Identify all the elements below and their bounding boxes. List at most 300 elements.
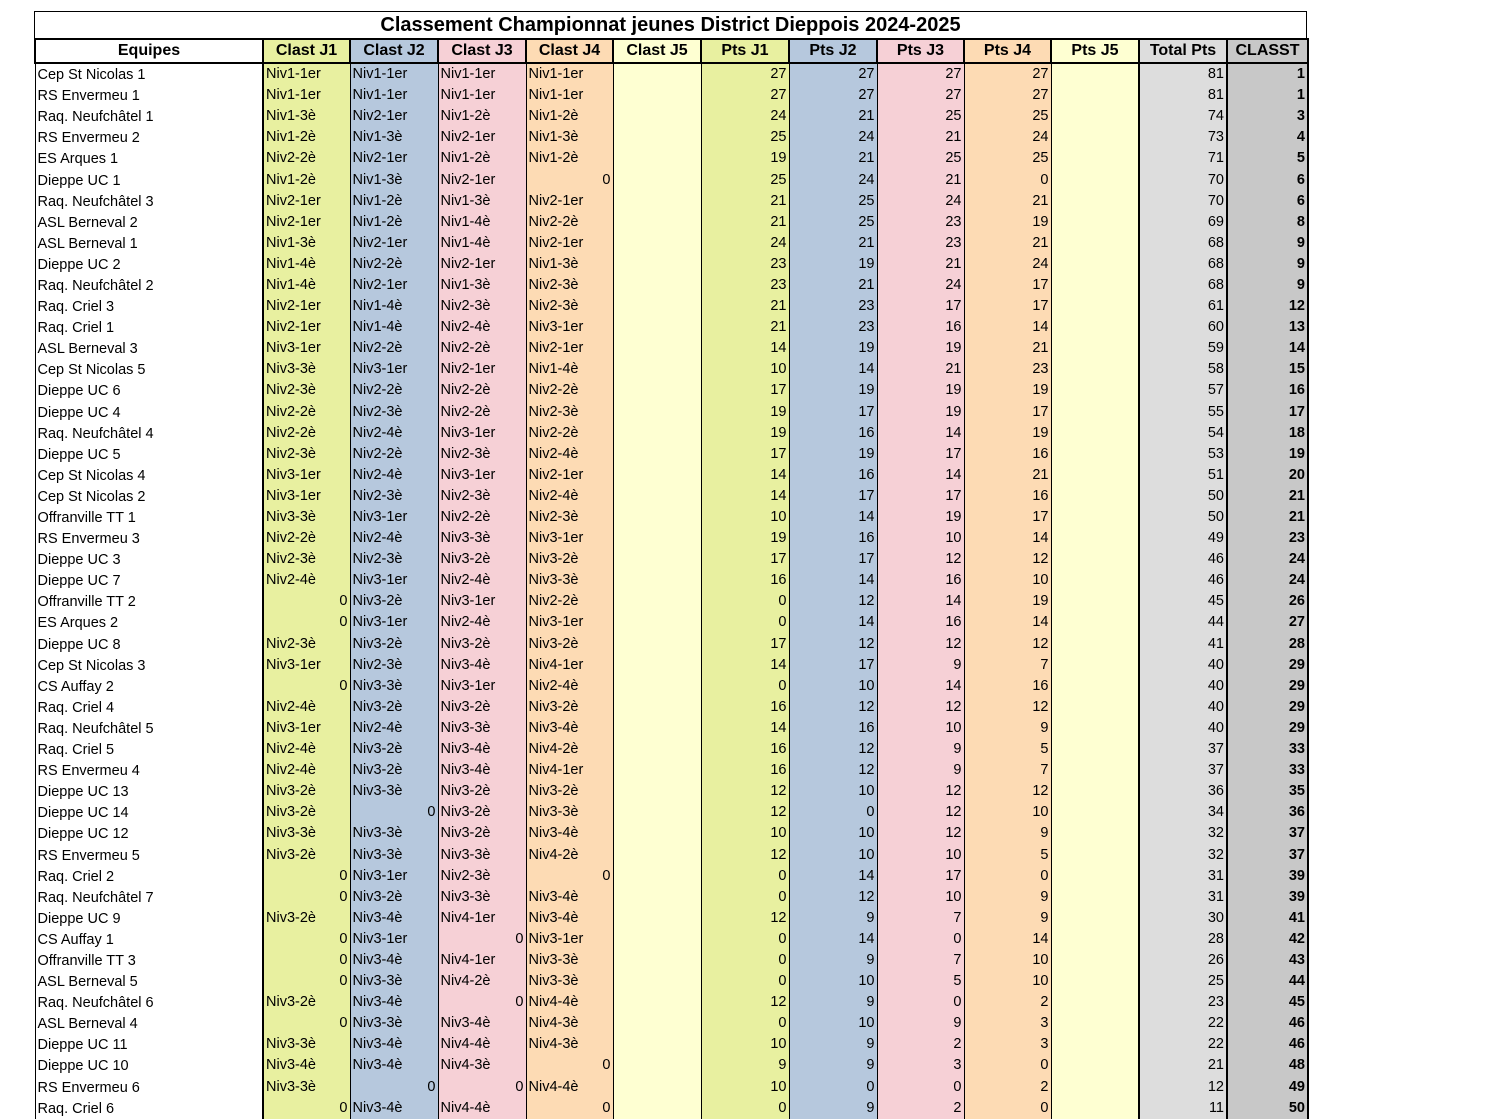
clast-j3-cell: Niv4-1er bbox=[438, 908, 526, 929]
pts-j5-cell bbox=[1051, 1098, 1139, 1119]
clast-j3-cell: Niv3-2è bbox=[438, 549, 526, 570]
clast-j4-cell: Niv2-1er bbox=[526, 338, 613, 359]
clast-j2-cell: Niv3-1er bbox=[350, 929, 438, 950]
pts-j4-cell: 27 bbox=[964, 85, 1051, 106]
total-pts-cell: 53 bbox=[1139, 444, 1227, 465]
clast-j2-cell: Niv3-3è bbox=[350, 971, 438, 992]
pts-j1-cell: 17 bbox=[701, 380, 789, 401]
pts-j3-cell: 10 bbox=[877, 528, 964, 549]
clast-j4-cell: Niv3-3è bbox=[526, 802, 613, 823]
total-pts-cell: 25 bbox=[1139, 971, 1227, 992]
pts-j4-cell: 10 bbox=[964, 971, 1051, 992]
pts-j2-cell: 24 bbox=[789, 127, 877, 148]
team-name-cell: Raq. Neufchâtel 4 bbox=[35, 423, 263, 444]
pts-j4-cell: 12 bbox=[964, 549, 1051, 570]
table-row bbox=[35, 655, 1308, 676]
pts-j1-cell: 21 bbox=[701, 212, 789, 233]
clast-j4-cell: Niv1-3è bbox=[526, 127, 613, 148]
pts-j2-cell: 9 bbox=[789, 1034, 877, 1055]
classt-cell: 43 bbox=[1227, 950, 1308, 971]
clast-j5-cell bbox=[613, 444, 701, 465]
total-pts-cell: 46 bbox=[1139, 549, 1227, 570]
clast-j2-cell: Niv2-2è bbox=[350, 444, 438, 465]
team-name-cell: Dieppe UC 10 bbox=[35, 1055, 263, 1076]
clast-j2-cell: Niv3-1er bbox=[350, 866, 438, 887]
clast-j3-cell: Niv3-1er bbox=[438, 465, 526, 486]
pts-j2-cell: 19 bbox=[789, 380, 877, 401]
pts-j4-cell: 19 bbox=[964, 591, 1051, 612]
clast-j1-cell: 0 bbox=[263, 971, 350, 992]
pts-j1-cell: 10 bbox=[701, 359, 789, 380]
clast-j4-cell: Niv3-1er bbox=[526, 528, 613, 549]
clast-j3-cell: 0 bbox=[438, 1077, 526, 1098]
pts-j5-cell bbox=[1051, 950, 1139, 971]
clast-j3-cell: Niv2-2è bbox=[438, 380, 526, 401]
classt-cell: 29 bbox=[1227, 697, 1308, 718]
pts-j5-cell bbox=[1051, 887, 1139, 908]
pts-j4-cell: 19 bbox=[964, 380, 1051, 401]
pts-j5-cell bbox=[1051, 359, 1139, 380]
pts-j1-cell: 23 bbox=[701, 254, 789, 275]
pts-j3-cell: 21 bbox=[877, 254, 964, 275]
clast-j2-cell: Niv1-3è bbox=[350, 169, 438, 190]
clast-j2-cell: Niv2-4è bbox=[350, 465, 438, 486]
clast-j1-cell: Niv3-1er bbox=[263, 465, 350, 486]
table-row bbox=[35, 549, 1308, 570]
clast-j1-cell: 0 bbox=[263, 950, 350, 971]
table-row bbox=[35, 254, 1308, 275]
clast-j3-cell: Niv2-1er bbox=[438, 254, 526, 275]
pts-j1-cell: 12 bbox=[701, 908, 789, 929]
total-pts-cell: 23 bbox=[1139, 992, 1227, 1013]
pts-j4-cell: 9 bbox=[964, 718, 1051, 739]
clast-j2-cell: Niv2-3è bbox=[350, 549, 438, 570]
pts-j2-cell: 9 bbox=[789, 950, 877, 971]
pts-j1-cell: 0 bbox=[701, 612, 789, 633]
clast-j3-cell: Niv3-1er bbox=[438, 676, 526, 697]
clast-j4-cell: Niv4-4è bbox=[526, 992, 613, 1013]
clast-j4-cell: Niv2-4è bbox=[526, 486, 613, 507]
clast-j3-cell: Niv3-3è bbox=[438, 718, 526, 739]
pts-j1-cell: 25 bbox=[701, 169, 789, 190]
classt-cell: 20 bbox=[1227, 465, 1308, 486]
pts-j2-cell: 12 bbox=[789, 591, 877, 612]
clast-j3-cell: Niv3-4è bbox=[438, 760, 526, 781]
pts-j4-cell: 17 bbox=[964, 402, 1051, 423]
table-row bbox=[35, 760, 1308, 781]
clast-j2-cell: Niv1-1er bbox=[350, 85, 438, 106]
pts-j3-cell: 9 bbox=[877, 760, 964, 781]
total-pts-cell: 34 bbox=[1139, 802, 1227, 823]
clast-j1-cell: 0 bbox=[263, 676, 350, 697]
pts-j4-cell: 25 bbox=[964, 106, 1051, 127]
clast-j5-cell bbox=[613, 1098, 701, 1119]
clast-j1-cell: Niv2-4è bbox=[263, 570, 350, 591]
table-row bbox=[35, 486, 1308, 507]
column-header: Clast J5 bbox=[613, 39, 701, 63]
total-pts-cell: 55 bbox=[1139, 402, 1227, 423]
pts-j5-cell bbox=[1051, 275, 1139, 296]
clast-j5-cell bbox=[613, 908, 701, 929]
pts-j3-cell: 10 bbox=[877, 844, 964, 865]
clast-j3-cell: Niv4-4è bbox=[438, 1034, 526, 1055]
clast-j5-cell bbox=[613, 106, 701, 127]
team-name-cell: RS Envermeu 5 bbox=[35, 844, 263, 865]
team-name-cell: Cep St Nicolas 4 bbox=[35, 465, 263, 486]
clast-j4-cell: Niv1-2è bbox=[526, 148, 613, 169]
pts-j4-cell: 14 bbox=[964, 929, 1051, 950]
pts-j3-cell: 23 bbox=[877, 233, 964, 254]
team-name-cell: ES Arques 1 bbox=[35, 148, 263, 169]
pts-j2-cell: 16 bbox=[789, 718, 877, 739]
team-name-cell: RS Envermeu 6 bbox=[35, 1077, 263, 1098]
pts-j1-cell: 16 bbox=[701, 760, 789, 781]
pts-j4-cell: 7 bbox=[964, 760, 1051, 781]
clast-j5-cell bbox=[613, 254, 701, 275]
total-pts-cell: 40 bbox=[1139, 676, 1227, 697]
pts-j3-cell: 17 bbox=[877, 486, 964, 507]
clast-j2-cell: Niv3-4è bbox=[350, 1034, 438, 1055]
clast-j3-cell: Niv2-2è bbox=[438, 507, 526, 528]
classt-cell: 3 bbox=[1227, 106, 1308, 127]
pts-j3-cell: 12 bbox=[877, 697, 964, 718]
pts-j4-cell: 27 bbox=[964, 63, 1051, 85]
pts-j1-cell: 14 bbox=[701, 486, 789, 507]
pts-j2-cell: 19 bbox=[789, 338, 877, 359]
clast-j5-cell bbox=[613, 169, 701, 190]
clast-j3-cell: Niv3-4è bbox=[438, 739, 526, 760]
clast-j5-cell bbox=[613, 823, 701, 844]
clast-j4-cell: Niv2-4è bbox=[526, 676, 613, 697]
clast-j4-cell: Niv1-1er bbox=[526, 63, 613, 85]
team-name-cell: ES Arques 2 bbox=[35, 612, 263, 633]
pts-j4-cell: 23 bbox=[964, 359, 1051, 380]
table-row bbox=[35, 1013, 1308, 1034]
clast-j5-cell bbox=[613, 971, 701, 992]
classt-cell: 15 bbox=[1227, 359, 1308, 380]
clast-j4-cell: Niv2-4è bbox=[526, 444, 613, 465]
pts-j4-cell: 5 bbox=[964, 844, 1051, 865]
clast-j1-cell: 0 bbox=[263, 1098, 350, 1119]
clast-j3-cell: Niv4-1er bbox=[438, 950, 526, 971]
table-row bbox=[35, 1034, 1308, 1055]
team-name-cell: Dieppe UC 9 bbox=[35, 908, 263, 929]
team-name-cell: Raq. Criel 3 bbox=[35, 296, 263, 317]
clast-j1-cell: Niv3-4è bbox=[263, 1055, 350, 1076]
clast-j2-cell: Niv2-1er bbox=[350, 106, 438, 127]
clast-j4-cell: Niv2-2è bbox=[526, 380, 613, 401]
clast-j5-cell bbox=[613, 1055, 701, 1076]
clast-j2-cell: Niv3-1er bbox=[350, 612, 438, 633]
clast-j4-cell: Niv2-1er bbox=[526, 465, 613, 486]
clast-j5-cell bbox=[613, 1077, 701, 1098]
classt-cell: 36 bbox=[1227, 802, 1308, 823]
clast-j4-cell: Niv4-2è bbox=[526, 739, 613, 760]
classt-cell: 24 bbox=[1227, 570, 1308, 591]
clast-j1-cell: Niv2-1er bbox=[263, 317, 350, 338]
classt-cell: 6 bbox=[1227, 191, 1308, 212]
clast-j3-cell: Niv2-1er bbox=[438, 127, 526, 148]
pts-j2-cell: 21 bbox=[789, 275, 877, 296]
clast-j5-cell bbox=[613, 486, 701, 507]
clast-j5-cell bbox=[613, 63, 701, 85]
clast-j1-cell: Niv1-3è bbox=[263, 233, 350, 254]
clast-j3-cell: Niv1-3è bbox=[438, 191, 526, 212]
classt-cell: 33 bbox=[1227, 760, 1308, 781]
pts-j3-cell: 21 bbox=[877, 169, 964, 190]
pts-j1-cell: 9 bbox=[701, 1055, 789, 1076]
clast-j3-cell: Niv3-4è bbox=[438, 1013, 526, 1034]
clast-j1-cell: 0 bbox=[263, 866, 350, 887]
pts-j3-cell: 21 bbox=[877, 127, 964, 148]
clast-j5-cell bbox=[613, 655, 701, 676]
clast-j2-cell: Niv1-4è bbox=[350, 296, 438, 317]
clast-j5-cell bbox=[613, 697, 701, 718]
ranking-table bbox=[34, 38, 1309, 1119]
clast-j5-cell bbox=[613, 127, 701, 148]
total-pts-cell: 12 bbox=[1139, 1077, 1227, 1098]
clast-j3-cell: Niv3-4è bbox=[438, 655, 526, 676]
pts-j4-cell: 12 bbox=[964, 781, 1051, 802]
clast-j1-cell: Niv2-2è bbox=[263, 402, 350, 423]
clast-j2-cell: Niv2-2è bbox=[350, 338, 438, 359]
table-row bbox=[35, 823, 1308, 844]
pts-j5-cell bbox=[1051, 169, 1139, 190]
total-pts-cell: 58 bbox=[1139, 359, 1227, 380]
clast-j1-cell: Niv1-1er bbox=[263, 85, 350, 106]
clast-j1-cell: Niv2-2è bbox=[263, 148, 350, 169]
pts-j1-cell: 0 bbox=[701, 591, 789, 612]
clast-j3-cell: Niv2-3è bbox=[438, 486, 526, 507]
pts-j2-cell: 14 bbox=[789, 359, 877, 380]
table-row bbox=[35, 127, 1308, 148]
pts-j5-cell bbox=[1051, 317, 1139, 338]
pts-j3-cell: 24 bbox=[877, 275, 964, 296]
total-pts-cell: 22 bbox=[1139, 1034, 1227, 1055]
classt-cell: 37 bbox=[1227, 823, 1308, 844]
pts-j3-cell: 0 bbox=[877, 992, 964, 1013]
clast-j2-cell: Niv2-4è bbox=[350, 528, 438, 549]
clast-j3-cell: Niv1-2è bbox=[438, 148, 526, 169]
clast-j1-cell: Niv1-2è bbox=[263, 127, 350, 148]
clast-j4-cell: Niv3-1er bbox=[526, 612, 613, 633]
total-pts-cell: 70 bbox=[1139, 191, 1227, 212]
clast-j1-cell: Niv2-2è bbox=[263, 423, 350, 444]
clast-j5-cell bbox=[613, 1034, 701, 1055]
classt-cell: 29 bbox=[1227, 655, 1308, 676]
clast-j4-cell: Niv3-4è bbox=[526, 718, 613, 739]
pts-j3-cell: 2 bbox=[877, 1034, 964, 1055]
clast-j2-cell: 0 bbox=[350, 1077, 438, 1098]
pts-j3-cell: 19 bbox=[877, 380, 964, 401]
table-row bbox=[35, 887, 1308, 908]
team-name-cell: Offranville TT 2 bbox=[35, 591, 263, 612]
pts-j5-cell bbox=[1051, 760, 1139, 781]
total-pts-cell: 11 bbox=[1139, 1098, 1227, 1119]
team-name-cell: Dieppe UC 2 bbox=[35, 254, 263, 275]
column-header: Clast J3 bbox=[438, 39, 526, 63]
total-pts-cell: 37 bbox=[1139, 739, 1227, 760]
pts-j3-cell: 12 bbox=[877, 634, 964, 655]
column-header: Pts J1 bbox=[701, 39, 789, 63]
total-pts-cell: 59 bbox=[1139, 338, 1227, 359]
clast-j1-cell: Niv1-4è bbox=[263, 275, 350, 296]
clast-j5-cell bbox=[613, 950, 701, 971]
pts-j1-cell: 0 bbox=[701, 866, 789, 887]
table-row bbox=[35, 212, 1308, 233]
pts-j5-cell bbox=[1051, 823, 1139, 844]
total-pts-cell: 81 bbox=[1139, 63, 1227, 85]
pts-j3-cell: 24 bbox=[877, 191, 964, 212]
column-header: Clast J2 bbox=[350, 39, 438, 63]
pts-j2-cell: 14 bbox=[789, 570, 877, 591]
team-name-cell: Raq. Criel 6 bbox=[35, 1098, 263, 1119]
clast-j5-cell bbox=[613, 191, 701, 212]
clast-j1-cell: 0 bbox=[263, 591, 350, 612]
table-row bbox=[35, 676, 1308, 697]
clast-j1-cell: Niv2-3è bbox=[263, 549, 350, 570]
pts-j1-cell: 0 bbox=[701, 887, 789, 908]
pts-j5-cell bbox=[1051, 402, 1139, 423]
pts-j5-cell bbox=[1051, 127, 1139, 148]
clast-j3-cell: Niv4-4è bbox=[438, 1098, 526, 1119]
pts-j1-cell: 19 bbox=[701, 148, 789, 169]
clast-j2-cell: Niv2-2è bbox=[350, 254, 438, 275]
pts-j2-cell: 10 bbox=[789, 781, 877, 802]
team-name-cell: Raq. Criel 1 bbox=[35, 317, 263, 338]
pts-j5-cell bbox=[1051, 739, 1139, 760]
team-name-cell: RS Envermeu 3 bbox=[35, 528, 263, 549]
pts-j5-cell bbox=[1051, 1013, 1139, 1034]
pts-j2-cell: 12 bbox=[789, 739, 877, 760]
table-row bbox=[35, 1077, 1308, 1098]
classt-cell: 50 bbox=[1227, 1098, 1308, 1119]
pts-j5-cell bbox=[1051, 444, 1139, 465]
pts-j3-cell: 3 bbox=[877, 1055, 964, 1076]
classt-cell: 21 bbox=[1227, 486, 1308, 507]
table-row bbox=[35, 338, 1308, 359]
classt-cell: 44 bbox=[1227, 971, 1308, 992]
clast-j3-cell: Niv3-2è bbox=[438, 823, 526, 844]
clast-j1-cell: 0 bbox=[263, 887, 350, 908]
clast-j4-cell: Niv2-3è bbox=[526, 296, 613, 317]
classt-cell: 42 bbox=[1227, 929, 1308, 950]
table-row bbox=[35, 866, 1308, 887]
column-header: Pts J5 bbox=[1051, 39, 1139, 63]
classt-cell: 14 bbox=[1227, 338, 1308, 359]
table-row bbox=[35, 528, 1308, 549]
team-name-cell: Dieppe UC 7 bbox=[35, 570, 263, 591]
clast-j5-cell bbox=[613, 570, 701, 591]
clast-j2-cell: Niv3-2è bbox=[350, 591, 438, 612]
pts-j1-cell: 14 bbox=[701, 465, 789, 486]
clast-j2-cell: Niv3-4è bbox=[350, 1098, 438, 1119]
pts-j1-cell: 10 bbox=[701, 1077, 789, 1098]
clast-j3-cell: Niv3-2è bbox=[438, 634, 526, 655]
team-name-cell: Dieppe UC 5 bbox=[35, 444, 263, 465]
table-row bbox=[35, 971, 1308, 992]
clast-j4-cell: 0 bbox=[526, 1055, 613, 1076]
clast-j2-cell: Niv2-2è bbox=[350, 380, 438, 401]
pts-j4-cell: 12 bbox=[964, 634, 1051, 655]
table-row bbox=[35, 697, 1308, 718]
clast-j5-cell bbox=[613, 212, 701, 233]
classt-cell: 35 bbox=[1227, 781, 1308, 802]
clast-j4-cell: Niv2-2è bbox=[526, 423, 613, 444]
table-row bbox=[35, 296, 1308, 317]
pts-j4-cell: 16 bbox=[964, 676, 1051, 697]
clast-j5-cell bbox=[613, 1013, 701, 1034]
pts-j5-cell bbox=[1051, 296, 1139, 317]
pts-j2-cell: 16 bbox=[789, 423, 877, 444]
classt-cell: 17 bbox=[1227, 402, 1308, 423]
clast-j4-cell: Niv4-3è bbox=[526, 1034, 613, 1055]
clast-j2-cell: Niv1-3è bbox=[350, 127, 438, 148]
pts-j4-cell: 16 bbox=[964, 444, 1051, 465]
clast-j4-cell: Niv2-3è bbox=[526, 507, 613, 528]
pts-j5-cell bbox=[1051, 570, 1139, 591]
classt-cell: 8 bbox=[1227, 212, 1308, 233]
pts-j3-cell: 16 bbox=[877, 570, 964, 591]
pts-j3-cell: 12 bbox=[877, 823, 964, 844]
pts-j2-cell: 17 bbox=[789, 486, 877, 507]
table-row bbox=[35, 908, 1308, 929]
pts-j4-cell: 3 bbox=[964, 1034, 1051, 1055]
clast-j3-cell: Niv1-4è bbox=[438, 212, 526, 233]
clast-j4-cell: Niv3-3è bbox=[526, 950, 613, 971]
clast-j5-cell bbox=[613, 402, 701, 423]
clast-j1-cell: Niv2-3è bbox=[263, 634, 350, 655]
clast-j5-cell bbox=[613, 739, 701, 760]
table-row bbox=[35, 359, 1308, 380]
pts-j1-cell: 10 bbox=[701, 507, 789, 528]
clast-j4-cell: Niv3-4è bbox=[526, 908, 613, 929]
team-name-cell: ASL Berneval 4 bbox=[35, 1013, 263, 1034]
team-name-cell: ASL Berneval 2 bbox=[35, 212, 263, 233]
pts-j5-cell bbox=[1051, 1034, 1139, 1055]
clast-j4-cell: Niv3-3è bbox=[526, 570, 613, 591]
clast-j1-cell: 0 bbox=[263, 1013, 350, 1034]
pts-j4-cell: 9 bbox=[964, 908, 1051, 929]
clast-j3-cell: Niv2-2è bbox=[438, 338, 526, 359]
clast-j1-cell: 0 bbox=[263, 929, 350, 950]
clast-j2-cell: Niv3-3è bbox=[350, 844, 438, 865]
pts-j3-cell: 0 bbox=[877, 1077, 964, 1098]
clast-j1-cell: Niv3-2è bbox=[263, 908, 350, 929]
total-pts-cell: 73 bbox=[1139, 127, 1227, 148]
clast-j4-cell: Niv3-4è bbox=[526, 887, 613, 908]
pts-j3-cell: 0 bbox=[877, 929, 964, 950]
pts-j1-cell: 21 bbox=[701, 191, 789, 212]
clast-j4-cell: Niv4-2è bbox=[526, 844, 613, 865]
pts-j1-cell: 14 bbox=[701, 338, 789, 359]
clast-j5-cell bbox=[613, 929, 701, 950]
pts-j1-cell: 17 bbox=[701, 444, 789, 465]
clast-j1-cell: Niv2-4è bbox=[263, 760, 350, 781]
table-row bbox=[35, 781, 1308, 802]
team-name-cell: Dieppe UC 3 bbox=[35, 549, 263, 570]
team-name-cell: RS Envermeu 1 bbox=[35, 85, 263, 106]
clast-j4-cell: Niv2-3è bbox=[526, 402, 613, 423]
classt-cell: 26 bbox=[1227, 591, 1308, 612]
pts-j5-cell bbox=[1051, 148, 1139, 169]
pts-j2-cell: 17 bbox=[789, 655, 877, 676]
clast-j3-cell: Niv1-1er bbox=[438, 63, 526, 85]
clast-j1-cell: Niv1-2è bbox=[263, 169, 350, 190]
clast-j4-cell: Niv3-3è bbox=[526, 971, 613, 992]
pts-j1-cell: 12 bbox=[701, 802, 789, 823]
table-row bbox=[35, 275, 1308, 296]
